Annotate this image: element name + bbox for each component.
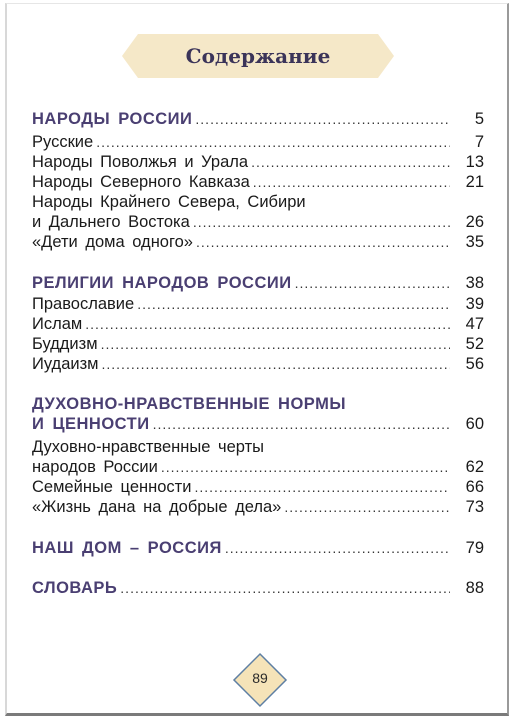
toc-item-label: Буддизм — [32, 335, 98, 353]
toc-page-number: 56 — [465, 355, 484, 373]
toc-page-number: 73 — [465, 498, 484, 516]
toc-page-number: 13 — [465, 153, 484, 171]
toc-item-pravoslavie[interactable] — [32, 293, 484, 315]
toc-page-number: 88 — [465, 579, 484, 597]
leader-dots — [161, 456, 450, 478]
leader-dots — [194, 476, 450, 498]
toc-item-semeinye[interactable] — [32, 476, 484, 498]
toc-page-number: 21 — [465, 173, 484, 191]
leader-dots — [195, 108, 450, 130]
toc-item-iudaizm[interactable] — [32, 353, 484, 375]
toc-item-label: «Дети дома одного» — [32, 233, 193, 251]
toc-item-buddizm[interactable] — [32, 333, 484, 355]
toc-page-number: 52 — [465, 335, 484, 353]
leader-dots — [225, 537, 450, 559]
toc-page-number: 39 — [465, 295, 484, 313]
toc-item-label: Русские — [32, 133, 94, 151]
toc-item-deti-doma[interactable] — [32, 231, 484, 253]
toc-item-label: Иудаизм — [32, 355, 99, 373]
page-number: 89 — [252, 670, 268, 686]
toc-page-number: 79 — [465, 539, 484, 557]
toc-page-number: 62 — [465, 458, 484, 476]
leader-dots — [102, 353, 451, 375]
toc-heading-religii[interactable] — [32, 272, 484, 294]
toc-page-number: 35 — [465, 233, 484, 251]
leader-dots — [85, 313, 450, 335]
toc-heading-label: РЕЛИГИИ НАРОДОВ РОССИИ — [32, 274, 292, 292]
leader-dots — [153, 413, 450, 435]
toc-page-number: 26 — [465, 213, 484, 231]
leader-dots — [96, 131, 450, 153]
page-title: Содержание — [185, 44, 331, 68]
toc-heading-narody-rossii[interactable] — [32, 108, 484, 130]
leader-dots — [193, 211, 450, 233]
toc-heading-label: НАШ ДОМ – РОССИЯ — [32, 539, 222, 557]
toc-item-islam[interactable] — [32, 313, 484, 335]
toc-heading-slovar[interactable] — [32, 577, 484, 599]
leader-dots — [137, 293, 450, 315]
leader-dots — [284, 496, 450, 518]
toc-item-sever-line1[interactable]: Народы Крайнего Севера, Сибири — [32, 193, 306, 211]
toc-item-povolzhye[interactable] — [32, 151, 484, 173]
toc-item-label: Семейные ценности — [32, 478, 192, 496]
toc-item-cherty-line1[interactable]: Духовно-нравственные черты — [32, 438, 265, 456]
toc-page-number: 47 — [465, 315, 484, 333]
title-banner — [122, 34, 394, 78]
toc-heading-label: НАРОДЫ РОССИИ — [32, 110, 193, 128]
toc-heading-dukhovno[interactable] — [32, 413, 484, 435]
toc-item-label: и Дальнего Востока — [32, 213, 190, 231]
toc-item-sever[interactable] — [32, 211, 484, 233]
leader-dots — [253, 171, 450, 193]
page-number-badge — [232, 652, 288, 708]
leader-dots — [120, 577, 450, 599]
leader-dots — [101, 333, 450, 355]
toc-item-label: Народы Поволжья и Урала — [32, 153, 249, 171]
toc-page-number: 5 — [474, 110, 484, 128]
toc-item-russkie[interactable] — [32, 131, 484, 153]
toc-item-label: Народы Северного Кавказа — [32, 173, 250, 191]
toc-heading-label: И ЦЕННОСТИ — [32, 415, 150, 433]
toc-heading-nash-dom[interactable] — [32, 537, 484, 559]
toc-heading-label: СЛОВАРЬ — [32, 579, 118, 597]
toc-item-label: Православие — [32, 295, 135, 313]
leader-dots — [295, 272, 450, 294]
toc-page-number: 60 — [465, 415, 484, 433]
toc-page-number: 66 — [465, 478, 484, 496]
toc-item-label: народов России — [32, 458, 158, 476]
toc-item-label: «Жизнь дана на добрые дела» — [32, 498, 282, 516]
leader-dots — [251, 151, 450, 173]
toc-page-number: 38 — [465, 274, 484, 292]
toc-item-cherty[interactable] — [32, 456, 484, 478]
toc-item-zhizn[interactable] — [32, 496, 484, 518]
toc-item-kavkaz[interactable] — [32, 171, 484, 193]
toc-item-label: Ислам — [32, 315, 83, 333]
toc-page-number: 7 — [474, 133, 484, 151]
leader-dots — [196, 231, 450, 253]
toc-heading-dukhovno-line1[interactable]: ДУХОВНО-НРАВСТВЕННЫЕ НОРМЫ — [32, 395, 346, 413]
